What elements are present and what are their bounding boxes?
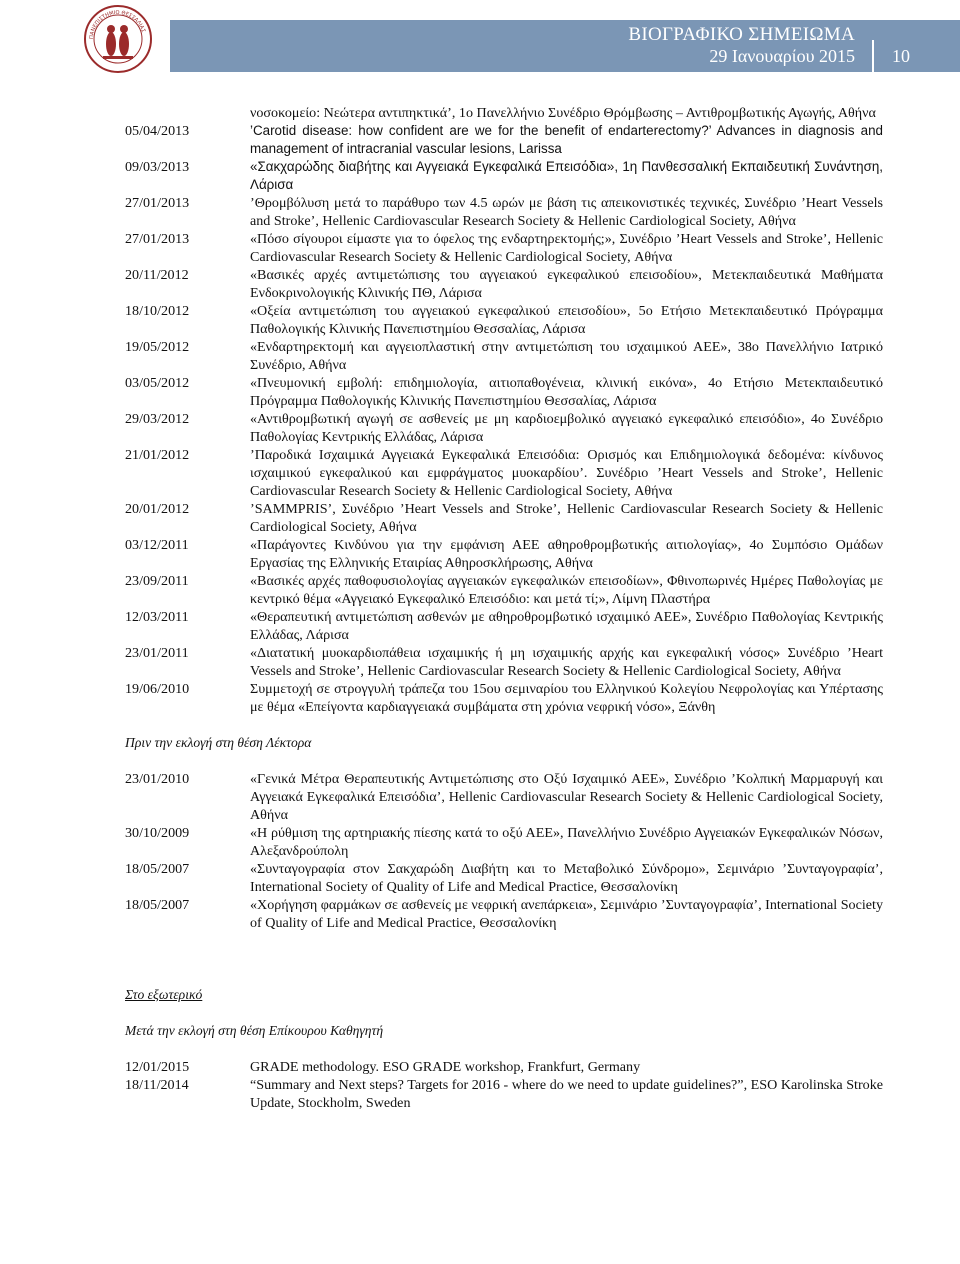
entry-date: 18/10/2012 [125, 303, 190, 319]
entry-text: «Σακχαρώδης διαβήτης και Αγγειακά Εγκεφαλικά Επεισόδια», 1η Πανθεσσαλική Εκπαιδευτική Συνάντηση, Λάρισα [250, 159, 883, 192]
header-divider [872, 40, 874, 72]
entry-text: «Χορήγηση φαρμάκων σε ασθενείς με νεφρική ανεπάρκεια», Σεμινάριο ’Συνταγογραφία’, International Society of Quality of Life and Medical Practice, Θεσσαλονίκη [250, 897, 883, 931]
entry-text: «Ενδαρτηρεκτομή και αγγειοπλαστική στην αντιμετώπιση του ισχαιμικού ΑΕΕ», 38ο Πανελλήνιο Ιατρικό Συνέδριο, Αθήνα [250, 339, 883, 373]
entry-date: 30/10/2009 [125, 825, 190, 841]
entry-date: 23/01/2011 [125, 645, 189, 661]
list-item [125, 896, 883, 932]
list-item [125, 536, 883, 572]
university-seal-logo [83, 4, 153, 74]
list-item [125, 230, 883, 266]
list-item [125, 1058, 883, 1076]
entry-date: 12/01/2015 [125, 1059, 190, 1075]
document-body [125, 104, 883, 1112]
list-item [125, 446, 883, 500]
entry-text: “Summary and Next steps? Targets for 2016 - where do we need to update guidelines?”, ESO Karolinska Stroke Update, Stockholm, Sweden [250, 1077, 883, 1111]
section-heading-before-lecturer: Πριν την εκλογή στη θέση Λέκτορα [125, 735, 312, 750]
entry-date: 09/03/2013 [125, 159, 190, 175]
presentations-list-before-lecturer [125, 770, 883, 932]
entry-date: 27/01/2013 [125, 195, 190, 211]
document-date: 29 Ιανουαρίου 2015 [709, 46, 855, 66]
list-item [125, 770, 883, 824]
entry-date: 18/05/2007 [125, 861, 190, 877]
list-item [125, 266, 883, 302]
entry-date: 23/09/2011 [125, 573, 189, 589]
entry-text: Συμμετοχή σε στρογγυλή τράπεζα του 15ου σεμιναρίου του Ελληνικού Κολεγίου Νεφρολογίας και Υπέρτασης με θέμα «Επείγοντα καρδιαγγειακά συμβάματα στη χρόνια νεφρική νόσο», Ξάνθη [250, 681, 883, 715]
list-item [125, 824, 883, 860]
svg-text:ΠΑΝΕΠΙΣΤΗΜΙΟ ΘΕΣΣΑΛΙΑΣ: ΠΑΝΕΠΙΣΤΗΜΙΟ ΘΕΣΣΑΛΙΑΣ [88, 9, 147, 40]
entry-text: «Συνταγογραφία στον Σακχαρώδη Διαβήτη και το Μεταβολικό Σύνδρομο», Σεμινάριο ’Συνταγογραφία’, International Society of Quality of Life and Medical Practice, Θεσσαλονίκη [250, 861, 883, 895]
entry-text: ’SAMMPRIS’, Συνέδριο ’Heart Vessels and Stroke’, Hellenic Cardiovascular Research Society & Hellenic Cardiological Society, Αθήνα [250, 501, 883, 535]
entry-date: 29/03/2012 [125, 411, 190, 427]
list-item [125, 122, 883, 158]
list-item [125, 572, 883, 608]
entry-text: «Βασικές αρχές παθοφυσιολογίας αγγειακών εγκεφαλικών επεισοδίων», Φθινοπωρινές Ημέρες Παθολογίας με κεντρικό θέμα «Αγγειακό Εγκεφαλικό Επεισόδιο: και μετά τί;», Λίμνη Πλαστήρα [250, 573, 883, 607]
section-subheading-assistant-professor: Μετά την εκλογή στη θέση Επίκουρου Καθηγητή [125, 1023, 384, 1038]
list-item [125, 374, 883, 410]
entry-date: 03/12/2011 [125, 537, 189, 553]
entry-date: 27/01/2013 [125, 231, 190, 247]
document-title: ΒΙΟΓΡΑΦΙΚΟ ΣΗΜΕΙΩΜΑ [628, 24, 855, 45]
entry-date: 18/11/2014 [125, 1077, 189, 1093]
entry-text: «Θεραπευτική αντιμετώπιση ασθενών με αθηροθρομβωτικό ισχαιμικό ΑΕΕ», Συνέδριο Παθολογίας Κεντρικής Ελλάδας, Λάρισα [250, 609, 883, 643]
page-header [0, 0, 960, 78]
entry-text: «Αντιθρομβωτική αγωγή σε ασθενείς με μη καρδιοεμβολικό αγγειακό εγκεφαλικό επεισόδιο», 4ο Συνέδριο Παθολογίας Κεντρικής Ελλάδας, Λάρισα [250, 411, 883, 445]
presentations-list-abroad [125, 1058, 883, 1112]
list-item [125, 500, 883, 536]
entry-text: «Πόσο σίγουροι είμαστε για το όφελος της ενδαρτηρεκτομής;», Συνέδριο ’Heart Vessels and Stroke’, Hellenic Cardiovascular Research Society & Hellenic Cardiological Society, Αθήνα [250, 231, 883, 265]
entry-text: ’Θρομβόλυση μετά το παράθυρο των 4.5 ωρών με βάση τις απεικονιστικές τεχνικές, Συνέδριο ’Heart Vessels and Stroke’, Hellenic Cardiovascular Research Society & Hellenic Cardiological Society, Αθήνα [250, 195, 883, 229]
list-item [125, 302, 883, 338]
list-item [125, 158, 883, 194]
page-number: 10 [892, 46, 910, 66]
list-item [125, 608, 883, 644]
entry-text: «Πνευμονική εμβολή: επιδημιολογία, αιτιοπαθογένεια, κλινική εικόνα», 4ο Ετήσιο Μετεκπαιδευτικό Πρόγραμμα Παθολογικής Κλινικής Πανεπιστημίου Θεσσαλίας, Λάρισα [250, 375, 883, 409]
entry-date: 05/04/2013 [125, 123, 190, 139]
entry-text: «Γενικά Μέτρα Θεραπευτικής Αντιμετώπισης στο Οξύ Ισχαιμικό ΑΕΕ», Συνέδριο ’Κολπική Μαρμαρυγή και Αγγειακά Εγκεφαλικά Επεισόδια’, Hellenic Cardiovascular Research Society & Hellenic Cardiological Society, Αθήνα [250, 771, 883, 823]
list-item [125, 1076, 883, 1112]
list-item [125, 860, 883, 896]
entry-date: 21/01/2012 [125, 447, 190, 463]
entry-text: «Βασικές αρχές αντιμετώπισης του αγγειακού εγκεφαλικού επεισοδίου», Μετεκπαιδευτικά Μαθήματα Ενδοκρινολογικής Κλινικής ΠΘ, Λάρισα [250, 267, 883, 301]
entry-text: GRADE methodology. ESO GRADE workshop, Frankfurt, Germany [250, 1059, 641, 1075]
section-heading-abroad: Στο εξωτερικό [125, 987, 203, 1002]
entry-date: 19/05/2012 [125, 339, 190, 355]
list-item [125, 644, 883, 680]
entry-date: 12/03/2011 [125, 609, 189, 625]
list-item [125, 410, 883, 446]
entry-date: 20/11/2012 [125, 267, 189, 283]
entry-date: 18/05/2007 [125, 897, 190, 913]
list-item [125, 680, 883, 716]
entry-text: «Η ρύθμιση της αρτηριακής πίεσης κατά το οξύ ΑΕΕ», Πανελλήνιο Συνέδριο Αγγειακών Εγκεφαλικών Νόσων, Αλεξανδρούπολη [250, 825, 883, 859]
list-item [125, 338, 883, 374]
entry-text: «Παράγοντες Κινδύνου για την εμφάνιση ΑΕΕ αθηροθρομβωτικής αιτιολογίας», 4ο Συμπόσιο Ομάδων Εργασίας της Ελληνικής Εταιρίας Αθηροσκλήρωσης, Αθήνα [250, 537, 883, 571]
presentations-list [125, 122, 883, 716]
entry-date: 20/01/2012 [125, 501, 190, 517]
entry-text: «Διατατική μυοκαρδιοπάθεια ισχαιμικής ή μη ισχαιμικής αρχής και εγκεφαλική νόσος» Συνέδριο ’Heart Vessels and Stroke’, Hellenic Cardiovascular Research Society & Hellenic Cardiological Society, Αθήνα [250, 645, 883, 679]
entry-text: ’Παροδικά Ισχαιμικά Αγγειακά Εγκεφαλικά Επεισόδια: Ορισμός και Επιδημιολογικά δεδομένα: κίνδυνος ισχαιμικού εγκεφαλικού και εμφράγματος μυοκαρδίου’. Συνέδριο ’Heart Vessels and Stroke’, Hellenic Cardiovascular Research Society & Hellenic Cardiological Society, Αθήνα [250, 447, 883, 499]
list-item [125, 194, 883, 230]
entry-text: ’Carotid disease: how confident are we for the benefit of endarterectomy?’ Advances in diagnosis and management of intracranial vascular lesions, Larissa [250, 123, 883, 156]
list-item [125, 104, 883, 122]
entry-text: «Οξεία αντιμετώπιση του αγγειακού εγκεφαλικού επεισοδίου», 5ο Ετήσιο Μετεκπαιδευτικό Πρόγραμμα Παθολογικής Κλινικής Πανεπιστημίου Θεσσαλίας, Λάρισα [250, 303, 883, 337]
entry-date: 23/01/2010 [125, 771, 190, 787]
entry-text: νοσοκομείο: Νεώτερα αντιπηκτικά’, 1ο Πανελλήνιο Συνέδριο Θρόμβωσης – Αντιθρομβωτικής Αγωγής, Αθήνα [250, 105, 876, 121]
entry-date: 03/05/2012 [125, 375, 190, 391]
entry-date: 19/06/2010 [125, 681, 190, 697]
header-band [170, 20, 960, 72]
